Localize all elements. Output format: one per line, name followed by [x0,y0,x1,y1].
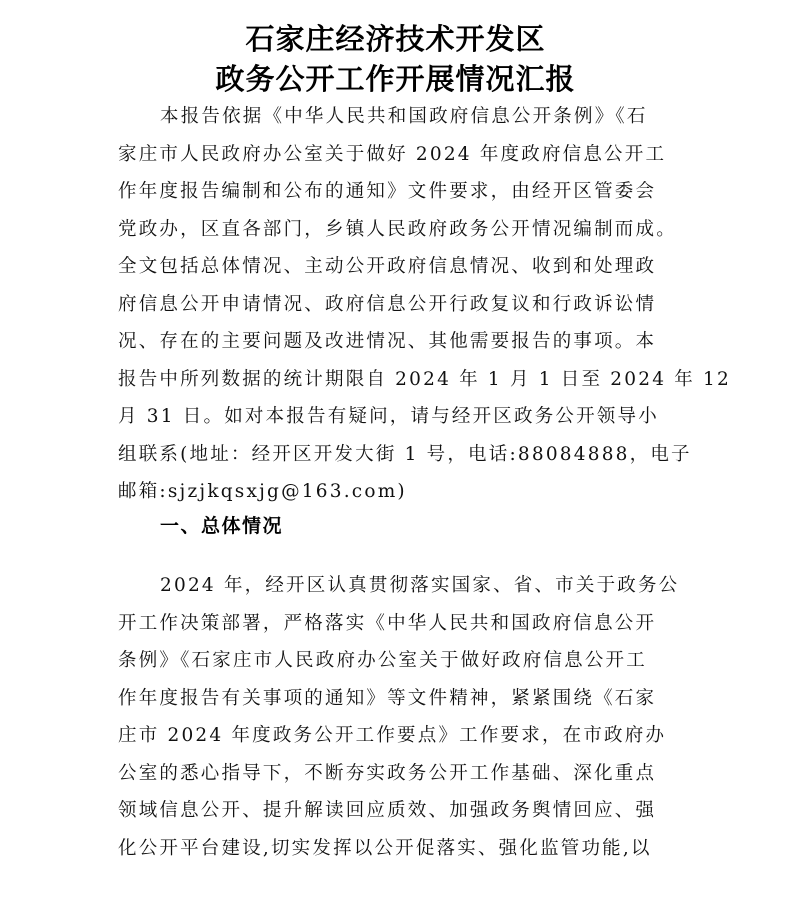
intro-line-6: 府信息公开申请情况、政府信息公开行政复议和行政诉讼情 [118,294,657,315]
intro-line-2: 家庄市人民政府办公室关于做好 2024 年度政府信息公开工 [118,144,667,165]
intro-line-9: 月 31 日。如对本报告有疑问，请与经开区政务公开领导小 [118,406,659,427]
intro-line-4: 党政办，区直各部门，乡镇人民政府政务公开情况编制而成。 [118,219,677,240]
section-1-line-6: 公室的悉心指导下，不断夯实政务公开工作基础、深化重点 [118,763,657,784]
section-1-line-3: 条例》《石家庄市人民政府办公室关于做好政府信息公开工 [118,650,647,671]
section-heading-overview: 一、总体情况 [160,515,284,537]
section-1-line-8: 化公开平台建设,切实发挥以公开促落实、强化监管功能,以 [118,838,652,859]
intro-line-10: 组联系(地址：经开区开发大街 1 号，电话:88084888，电子 [118,444,692,465]
document-title-line-2: 政务公开工作开展情况汇报 [215,62,576,96]
intro-line-3: 作年度报告编制和公布的通知》文件要求，由经开区管委会 [118,181,657,202]
intro-line-11: 邮箱:sjzjkqsxjg@163.com) [118,481,407,502]
section-1-line-1: 2024 年，经开区认真贯彻落实国家、省、市关于政务公 [160,575,680,596]
section-1-line-7: 领域信息公开、提升解读回应质效、加强政务舆情回应、强 [118,800,657,821]
intro-line-1: 本报告依据《中华人民共和国政府信息公开条例》《石 [160,106,648,127]
intro-line-7: 况、存在的主要问题及改进情况、其他需要报告的事项。本 [118,331,657,352]
document-title-line-1: 石家庄经济技术开发区 [245,22,546,56]
intro-line-8: 报告中所列数据的统计期限自 2024 年 1 月 1 日至 2024 年 12 [118,369,731,390]
section-1-line-2: 开工作决策部署，严格落实《中华人民共和国政府信息公开 [118,613,657,634]
section-1-line-5: 庄市 2024 年度政务公开工作要点》工作要求，在市政府办 [118,725,667,746]
intro-line-5: 全文包括总体情况、主动公开政府信息情况、收到和处理政 [118,256,657,277]
section-1-line-4: 作年度报告有关事项的通知》等文件精神，紧紧围绕《石家 [118,688,657,709]
